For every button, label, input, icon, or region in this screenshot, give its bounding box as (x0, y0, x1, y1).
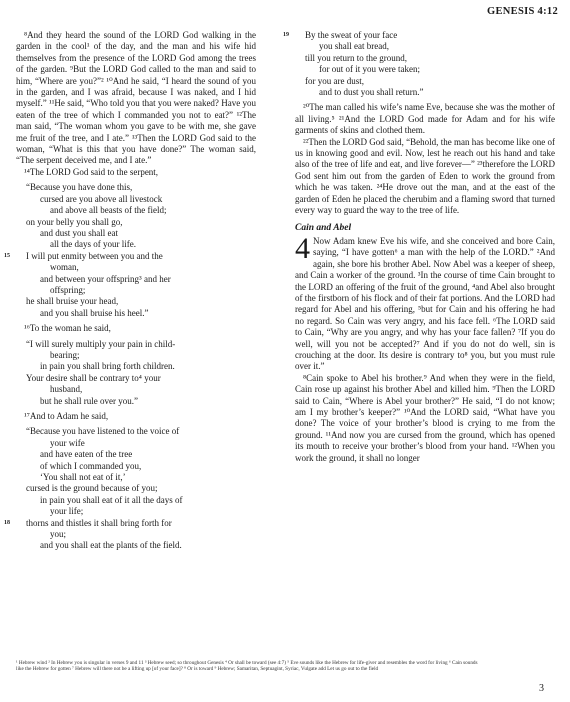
poetry-line (295, 87, 555, 98)
paragraph: ⁸And they heard the sound of the LORD God walking in the garden in the cool¹ of the day, and the man and his wife hid themselves from the presence of the LORD God among the trees of the garden. ⁹But the LORD God called to the man and said to him, “Where are you?”² ¹⁰And he said, “I heard the sound of you in the garden, and I was afraid, because I was naked, and I hid myself.” ¹¹He said, “Who told you that you were naked? Have you eaten of the tree of which I commanded you not to eat?” ¹²The man said, “The woman whom you gave to be with me, she gave me fruit of the tree, and I ate.” ¹³Then the LORD God said to the woman, “What is this that you have done?” The woman said, “The serpent deceived me, and I ate.” (16, 30, 256, 166)
poetry-line-text: you shall eat bread, (319, 41, 389, 52)
verse-number: 19 (283, 32, 289, 38)
poetry-line-text: thorns and thistles it shall bring forth for (26, 517, 172, 528)
poetry-line-text: husband, (50, 384, 83, 395)
poetry-line (16, 308, 256, 319)
poetry-line (16, 438, 256, 449)
poetry-line-text: “Because you have listened to the voice of (26, 426, 180, 437)
poetry-line-text: for you are dust, (305, 75, 364, 86)
poetry-line (16, 540, 256, 551)
page-number: 3 (539, 683, 544, 694)
poetry-line (16, 426, 256, 437)
poetry-line-text: and dust you shall eat (40, 227, 118, 238)
poetry-line (16, 449, 256, 460)
poetry-line (16, 262, 256, 273)
poetry-line (16, 483, 256, 494)
poetry-block (4, 426, 256, 551)
poetry-line (295, 64, 555, 75)
poetry-line (16, 361, 256, 372)
poetry-line (16, 274, 256, 285)
poetry-line (16, 461, 256, 472)
poetry-line (16, 239, 256, 250)
poetry-line (16, 495, 256, 506)
poetry-line (4, 250, 256, 262)
paragraph: ¹⁷And to Adam he said, (24, 411, 109, 421)
poetry-line (295, 53, 555, 64)
poetry-line (16, 285, 256, 296)
poetry-line-text: Your desire shall be contrary to⁴ your (26, 372, 161, 383)
footnotes: ¹ Hebrew wind ² In Hebrew you is singular in verses 9 and 11 ³ Hebrew seed; so throughout Genesis ⁴ Or shall be toward (see 4:7) ⁵ Eve sounds like the Hebrew for life-giver and resembles the word for living ⁶ Cain sounds like the Hebrew for gotten ⁷ Hebrew will there not be a lifting up [of your face]? ⁸ Or is toward ⁹ Hebrew; Samaritan, Septuagint, Syriac, Vulgate add Let us go out to the field (16, 660, 478, 673)
paragraph: ⁸Cain spoke to Abel his brother.⁹ And when they were in the field, Cain rose up against his brother Abel and killed him. ⁹Then the LORD said to Cain, “Where is Abel your brother?” He said, “I do not know; am I my brother’s keeper?” ¹⁰And the LORD said, “What have you done? The voice of your brother’s blood is crying to me from the ground. ¹¹And now you are cursed from the ground, which has opened its mouth to receive your brother’s blood from your hand. ¹²When you work the ground, it shall no longer (295, 372, 555, 463)
poetry-block (4, 182, 256, 319)
poetry-line-text: and above all beasts of the field; (50, 205, 167, 216)
paragraph: ²²Then the LORD God said, “Behold, the man has become like one of us in knowing good and evil. Now, lest he reach out his hand and take also of the tree of life and eat, and live forever—” ²³therefore the LORD God sent him out from the garden of Eden to work the ground from which he was taken. ²⁴He drove out the man, and at the east of the garden of Eden he placed the cherubim and a flaming sword that turned every way to guard the way to the tree of life. (295, 136, 555, 216)
poetry-line-text: your wife (50, 437, 85, 448)
right-column (283, 30, 555, 464)
poetry-line (16, 472, 256, 483)
paragraph: Now Adam knew Eve his wife, and she conceived and bore Cain, saying, “I have gotten⁶ a man with the help of the LORD.” ²And again, she bore his brother Abel. Now Abel was a keeper of sheep, and Cain a worker of the ground. ³In the course of time Cain brought to the LORD an offering of the fruit of the ground, ⁴and Abel also brought of the firstborn of his flock and of their fat portions. And the LORD had regard for Abel and his offering, ⁵but for Cain and his offering he had no regard. So Cain was very angry, and his face fell. ⁶The LORD said to Cain, “Why are you angry, and why has your face fallen? ⁷If you do well, will you not be accepted?⁷ And if you do not do well, sin is crouching at the door. Its desire is contrary to⁸ you, but you must rule over it.” (295, 235, 555, 372)
poetry-line-text: but he shall rule over you.” (40, 395, 138, 406)
paragraph: ¹⁶To the woman he said, (24, 323, 111, 334)
poetry-line-text: cursed are you above all livestock (40, 193, 163, 204)
poetry-line-text: for out of it you were taken; (319, 64, 420, 75)
poetry-line (16, 350, 256, 361)
poetry-line (16, 506, 256, 517)
poetry-line (295, 76, 555, 87)
verse-number: 18 (4, 519, 10, 526)
poetry-line-text: your life; (50, 506, 84, 517)
paragraph: ²⁰The man called his wife’s name Eve, because she was the mother of all living.⁵ ²¹And the LORD God made for Adam and for his wife garments of skins and clothed them. (295, 102, 555, 136)
poetry-line-text: in pain you shall bring forth children. (40, 361, 175, 372)
poetry-line-text: and to dust you shall return.” (319, 87, 424, 98)
poetry-line-text: bearing; (50, 349, 80, 360)
poetry-line (16, 182, 256, 193)
poetry-line (4, 517, 256, 529)
poetry-line-text: “I will surely multiply your pain in child- (26, 338, 176, 349)
poetry-block (16, 339, 256, 407)
poetry-line-text: you; (50, 529, 67, 540)
poetry-line (16, 339, 256, 350)
poetry-line (16, 217, 256, 228)
chapter-start (295, 231, 555, 373)
section-heading: Cain and Abel (295, 222, 352, 233)
poetry-line-text: “Because you have done this, (26, 182, 133, 193)
poetry-line-text: and have eaten of the tree (40, 449, 133, 460)
poetry-line (295, 41, 555, 52)
poetry-line-text: he shall bruise your head, (26, 296, 119, 307)
poetry-line (16, 228, 256, 239)
poetry-line (16, 194, 256, 205)
poetry-line (16, 296, 256, 307)
paragraph: ¹⁴The LORD God said to the serpent, (24, 166, 159, 177)
poetry-line (16, 384, 256, 395)
poetry-line (283, 30, 555, 41)
poetry-line-text: ‘You shall not eat of it,’ (40, 472, 126, 483)
poetry-line-text: I will put enmity between you and the (26, 250, 163, 261)
poetry-line-text: and you shall eat the plants of the field. (40, 540, 182, 551)
left-column (4, 30, 256, 556)
poetry-line (16, 396, 256, 407)
poetry-block (283, 30, 555, 98)
poetry-line-text: offspring; (50, 284, 86, 295)
poetry-line-text: woman, (50, 262, 79, 273)
running-head: GENESIS 4:12 (487, 6, 558, 17)
poetry-line-text: cursed is the ground because of you; (26, 483, 158, 494)
poetry-line-text: of which I commanded you, (40, 460, 142, 471)
poetry-line (16, 205, 256, 216)
poetry-line-text: By the sweat of your face (305, 30, 398, 40)
poetry-line-text: till you return to the ground, (305, 52, 407, 63)
poetry-line-text: and you shall bruise his heel.” (40, 307, 149, 318)
poetry-line-text: and between your offspring³ and her (40, 273, 171, 284)
poetry-line-text: on your belly you shall go, (26, 216, 123, 227)
poetry-line (16, 373, 256, 384)
poetry-line-text: all the days of your life. (50, 239, 136, 250)
chapter-number: 4 (295, 231, 310, 265)
verse-number: 15 (4, 252, 10, 259)
poetry-line (16, 529, 256, 540)
poetry-line-text: in pain you shall eat of it all the days of (40, 494, 183, 505)
